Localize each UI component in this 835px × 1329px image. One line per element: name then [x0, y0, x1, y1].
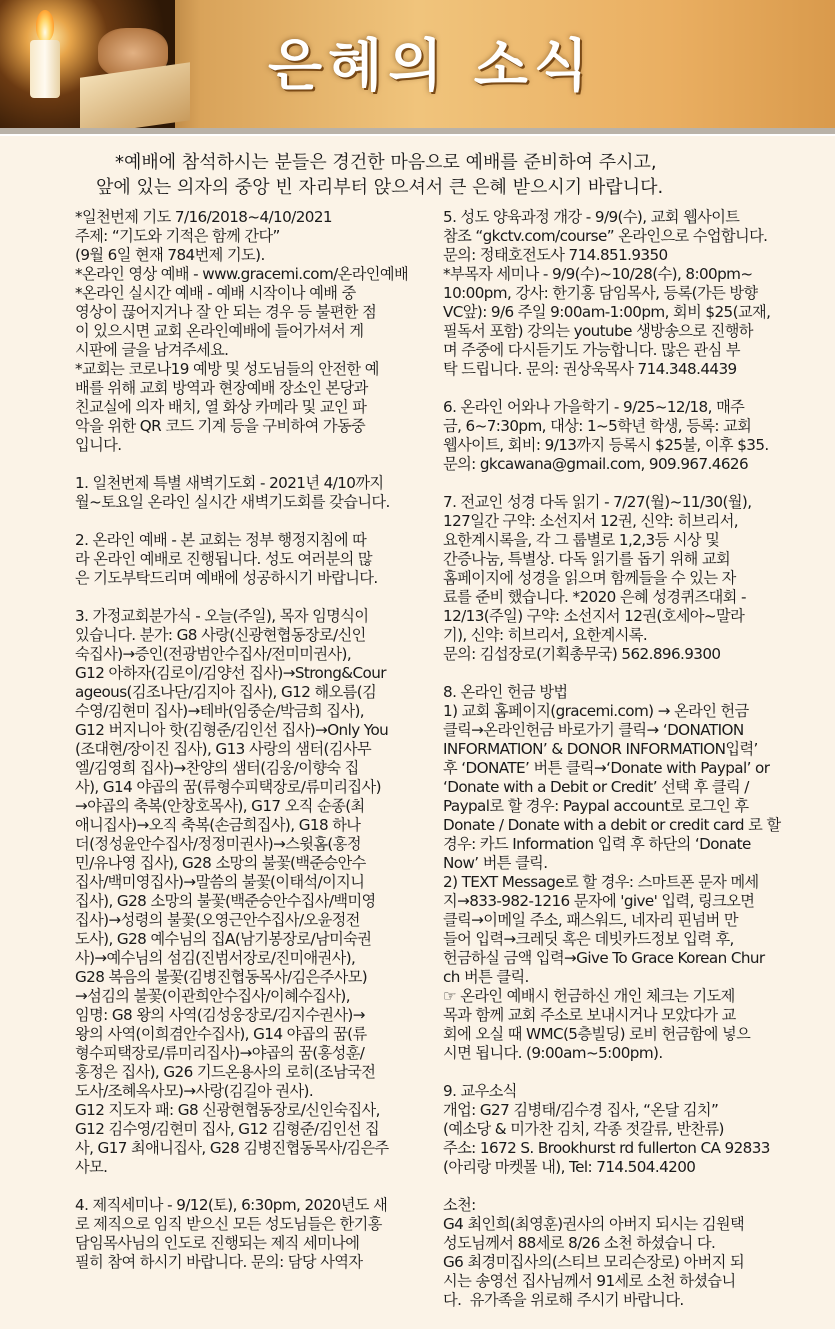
notice-block [443, 493, 815, 664]
notice-line: 형수피택장로/류미리집사)→야곱의 꿈(홍성훈/ [75, 1044, 365, 1062]
notice-line: ☞ 온라인 예배시 헌금하신 개인 체크는 기도제 [443, 987, 735, 1005]
header-banner [0, 0, 835, 128]
notice-line: 집사), G28 소망의 불꽃(백준승안수집사/백미영 [75, 892, 376, 910]
notice-line: 월~토요일 온라인 실시간 새벽기도회를 갖습니다. [75, 493, 390, 511]
notice-line: 4. 제직세미나 - 9/12(토), 6:30pm, 2020년도 새 [75, 1196, 388, 1214]
notice-line: 임명: G8 왕의 사역(김성웅장로/김지수권사)→ [75, 1006, 365, 1024]
notice-line: ageous(김조나단/김지아 집사), G12 해오름(김 [75, 683, 377, 701]
notice-line: G6 최경미집사의(스티브 모리슨장로) 아버지 되 [443, 1253, 745, 1271]
notice-line: 집사)→성령의 불꽃(오영근안수집사/오윤정전 [75, 911, 360, 929]
notice-line: 목과 함께 교회 주소로 보내시거나 모았다가 교 [443, 1006, 736, 1024]
notice-line: 1. 일천번제 특별 새벽기도회 - 2021년 4/10까지 [75, 474, 384, 492]
notice-line: 며 주중에 다시듣기도 가능합니다. 많은 관심 부 [443, 341, 740, 359]
notice-line: (9월 6일 현재 784번제 기도). [75, 246, 265, 264]
notice-line: 5. 성도 양육과정 개강 - 9/9(수), 교회 웹사이트 [443, 208, 740, 226]
notice-line: 웹사이트, 회비: 9/13까지 등록시 $25불, 이후 $35. [443, 436, 769, 454]
notice-block [443, 683, 815, 1063]
notice-line: 이 있으시면 교회 온라인예배에 들어가셔서 게 [75, 322, 364, 340]
notice-line: VC앞): 9/6 주일 9:00am-1:00pm, 회비 $25(교재, [443, 303, 771, 321]
notice-block [443, 1196, 815, 1310]
notice-line: 시판에 글을 남겨주세요. [75, 341, 229, 359]
bible-icon [80, 62, 190, 128]
notice-line: *온라인 실시간 예배 - 예배 시작이나 예배 중 [75, 284, 356, 302]
right-column [443, 208, 815, 1329]
notice-line: 문의: gkcawana@gmail.com, 909.967.4626 [443, 455, 749, 473]
notice-line: 도사), G28 예수님의 집A(남기봉장로/남미숙권 [75, 930, 372, 948]
notice-line: 로 제직으로 임직 받으신 모든 성도님들은 한기홍 [75, 1215, 382, 1233]
notice-line: 친교실에 의자 배치, 열 화상 카메라 및 교인 파 [75, 398, 367, 416]
notice-line: G12 버지니아 핫(김형준/김인선 집사)→Only You [75, 721, 389, 739]
notice-line: (예소당 & 미가찬 김치, 각종 젓갈류, 반찬류) [443, 1120, 724, 1138]
notice-line: 10:00pm, 강사: 한기홍 담임목사, 등록(가든 방향 [443, 284, 758, 302]
notice-line: 사, G17 최애니집사, G28 김병진협동목사/김은주 [75, 1139, 389, 1157]
notice-line: 클릭→온라인헌금 바로가기 클릭→ ‘DONATION [443, 721, 744, 739]
notice-line: 있습니다. 분가: G8 사랑(신광현협동장로/신인 [75, 626, 366, 644]
notice-block [75, 531, 443, 588]
notice-line: 료를 준비 했습니다. *2020 은혜 성경퀴즈대회 - [443, 588, 746, 606]
notice-line: 시면 됩니다. (9:00am~5:00pm). [443, 1044, 663, 1062]
notice-block [75, 208, 443, 455]
notice-line: 소천: [443, 1196, 476, 1214]
notice-line: 숙집사)→증인(전광범안수집사/전미미권사), [75, 645, 352, 663]
notice-block [443, 1082, 815, 1177]
notice-line: 필히 참여 하시기 바랍니다. 문의: 담당 사역자 [75, 1253, 363, 1271]
notice-line: 사)→예수님의 섬김(진범서장로/진미애권사), [75, 949, 356, 967]
notice-line: 2. 온라인 예배 - 본 교회는 정부 행정지침에 따 [75, 531, 367, 549]
notice-line: (조대현/장이진 집사), G13 사랑의 샘터(김사무 [75, 740, 372, 758]
notice-line: 라 온라인 예배로 진행됩니다. 성도 여러분의 많 [75, 550, 372, 568]
notice-line: 3. 가정교회분가식 - 오늘(주일), 목자 임명식이 [75, 607, 369, 625]
notice-line: 6. 온라인 어와나 가을학기 - 9/25~12/18, 매주 [443, 398, 745, 416]
divider-highlight [0, 134, 835, 136]
notice-line: →섬김의 불꽃(이관희안수집사/이혜수집사), [75, 987, 350, 1005]
notice-line: 입니다. [75, 436, 122, 454]
notice-line: (아리랑 마켓몰 내), Tel: 714.504.4200 [443, 1158, 696, 1176]
notice-line: →야곱의 축복(안창호목사), G17 오직 순종(최 [75, 797, 365, 815]
notice-line: 더(정성윤안수집사/정정미권사)→스윗홈(홍정 [75, 835, 361, 853]
notice-line: 9. 교우소식 [443, 1082, 517, 1100]
notice-line: 사모. [75, 1158, 108, 1176]
notice-line: 후 ‘DONATE’ 버튼 클릭→‘Donate with Paypal’ or [443, 759, 770, 777]
notice-line: 12/13(주일) 구약: 소선지서 12권(호세아~말라 [443, 607, 745, 625]
notice-line: 경우: 카드 Information 입력 후 하단의 ‘Donate [443, 835, 751, 853]
notice-line: 홍정은 집사), G26 기드온용사의 로히(조남국전 [75, 1063, 376, 1081]
notice-line: 요한계시록을, 각 그 룹별로 1,2,3등 시상 및 [443, 531, 720, 549]
notice-line: 간증나눔, 특별상. 다독 읽기를 돕기 위해 교회 [443, 550, 731, 568]
notice-block [75, 1196, 443, 1272]
notice-line: 필독서 포함) 강의는 youtube 생방송으로 진행하 [443, 322, 753, 340]
notice-line: 주제: “기도와 기적은 함께 간다” [75, 227, 280, 245]
notice-line: 시는 송영선 집사님께서 91세로 소천 하셨습니 [443, 1272, 736, 1290]
notice-line: 문의: 김섭장로(기획총무국) 562.896.9300 [443, 645, 721, 663]
notice-line: 1) 교회 홈페이지(gracemi.com) → 온라인 헌금 [443, 702, 749, 720]
intro-notice [60, 150, 780, 200]
notice-line: 성도님께서 88세로 8/26 소천 하셨습니 다. [443, 1234, 716, 1252]
candle-icon [30, 40, 60, 98]
notice-block [75, 474, 443, 512]
notice-line: 홈페이지에 성경을 읽으며 함께들을 수 있는 자 [443, 569, 736, 587]
candle-bible-icon [0, 0, 175, 128]
notice-block [75, 607, 443, 1177]
intro-line: 앞에 있는 의자의 중앙 빈 자리부터 앉으셔서 큰 은혜 받으시기 바랍니다. [96, 177, 664, 198]
intro-line: *예배에 참석하시는 분들은 경건한 마음으로 예배를 준비하여 주시고, [115, 152, 657, 173]
notice-line: 지→833-982-1216 문자에 'give' 입력, 링크오면 [443, 892, 755, 910]
notice-line: 회에 오실 때 WMC(5층빌딩) 로비 헌금함에 넣으 [443, 1025, 751, 1043]
notice-line: G28 복음의 불꽃(김병진협동목사/김은주사모) [75, 968, 368, 986]
notice-line: 배를 위해 교회 방역과 현장예배 장소인 본당과 [75, 379, 368, 397]
notice-line: G12 김수영/김현미 집사, G12 김형준/김인선 집 [75, 1120, 380, 1138]
notice-block [443, 208, 815, 379]
notice-line: Donate / Donate with a debit or credit card 로 할 [443, 816, 781, 834]
notice-line: 2) TEXT Message로 할 경우: 스마트폰 문자 메세 [443, 873, 759, 891]
notice-line: 담임목사님의 인도로 진행되는 제직 세미나에 [75, 1234, 360, 1252]
notice-line: 8. 온라인 헌금 방법 [443, 683, 568, 701]
flame-icon [36, 10, 54, 42]
notice-line: INFORMATION’ & DONOR INFORMATION입력’ [443, 740, 758, 758]
notice-line: 영상이 끊어지거나 잘 안 되는 경우 등 불편한 점 [75, 303, 377, 321]
notice-line: 악을 위한 QR 코드 기계 등을 구비하여 가동중 [75, 417, 366, 435]
notice-line: *교회는 코로나19 예방 및 성도님들의 안전한 예 [75, 360, 379, 378]
notice-line: 은 기도부탁드리며 예배에 성공하시기 바랍니다. [75, 569, 378, 587]
notice-line: *일천번제 기도 7/16/2018~4/10/2021 [75, 208, 332, 226]
notice-line: 헌금하실 금액 입력→Give To Grace Korean Chur [443, 949, 765, 967]
notice-line: 개업: G27 김병태/김수경 집사, “온달 김치” [443, 1101, 719, 1119]
notice-line: Paypal로 할 경우: Paypal account로 로그인 후 [443, 797, 749, 815]
notice-line: 왕의 사역(이희겸안수집사), G14 야곱의 꿈(류 [75, 1025, 367, 1043]
notice-line: 금, 6~7:30pm, 대상: 1~5학년 학생, 등록: 교회 [443, 417, 752, 435]
notice-line: 수영/김현미 집사)→테바(임중순/박금희 집사), [75, 702, 365, 720]
notice-line: 엘/김영희 집사)→찬양의 샘터(김웅/이향숙 집 [75, 759, 359, 777]
notice-line: 들어 입력→크레딧 혹은 데빗카드정보 입력 후, [443, 930, 734, 948]
notice-line: G12 아하자(김로이/김양선 집사)→Strong&Cour [75, 664, 386, 682]
notice-line: G12 지도자 패: G8 신광현협동장로/신인숙집사, [75, 1101, 380, 1119]
notice-line: 클릭→이메일 주소, 패스워드, 네자리 핀넘버 만 [443, 911, 738, 929]
notice-line: 7. 전교인 성경 다독 읽기 - 7/27(월)~11/30(월), [443, 493, 752, 511]
left-column [75, 208, 443, 1291]
notice-line: 주소: 1672 S. Brookhurst rd fullerton CA 92833 [443, 1139, 770, 1157]
notice-line: Now’ 버튼 클릭. [443, 854, 548, 872]
notice-line: *부목자 세미나 - 9/9(수)~10/28(수), 8:00pm~ [443, 265, 753, 283]
notice-line: 기), 신약: 히브리서, 요한계시록. [443, 626, 648, 644]
notice-line: 사), G14 야곱의 꿈(류형수피택장로/류미리집사) [75, 778, 381, 796]
notice-line: 참조 “gkctv.com/course” 온라인으로 수업합니다. [443, 227, 768, 245]
notice-line: 탁 드립니다. 문의: 권상욱목사 714.348.4439 [443, 360, 737, 378]
page-title: 은혜의 소식 [268, 33, 594, 99]
notice-line: 집사/백미영집사)→말씀의 불꽃(이태석/이지니 [75, 873, 365, 891]
notice-line: 민/유나영 집사), G28 소망의 불꽃(백준승안수 [75, 854, 366, 872]
notice-line: ch 버튼 클릭. [443, 968, 529, 986]
notice-line: 도사/조혜옥사모)→사랑(김길아 권사). [75, 1082, 314, 1100]
notice-line: ‘Donate with a Debit or Credit’ 선택 후 클릭 / [443, 778, 749, 796]
notice-line: 애니집사)→오직 축복(손금희집사), G18 하나 [75, 816, 361, 834]
notice-line: *온라인 영상 예배 - www.gracemi.com/온라인예배 [75, 265, 409, 283]
notice-line: 다. 유가족을 위로해 주시기 바랍니다. [443, 1291, 684, 1309]
notice-line: 문의: 정태호전도사 714.851.9350 [443, 246, 668, 264]
notice-line: 127일간 구약: 소선지서 12권, 신약: 히브리서, [443, 512, 739, 530]
notice-block [443, 398, 815, 474]
notice-line: G4 최인희(최영훈)권사의 아버지 되시는 김원택 [443, 1215, 745, 1233]
